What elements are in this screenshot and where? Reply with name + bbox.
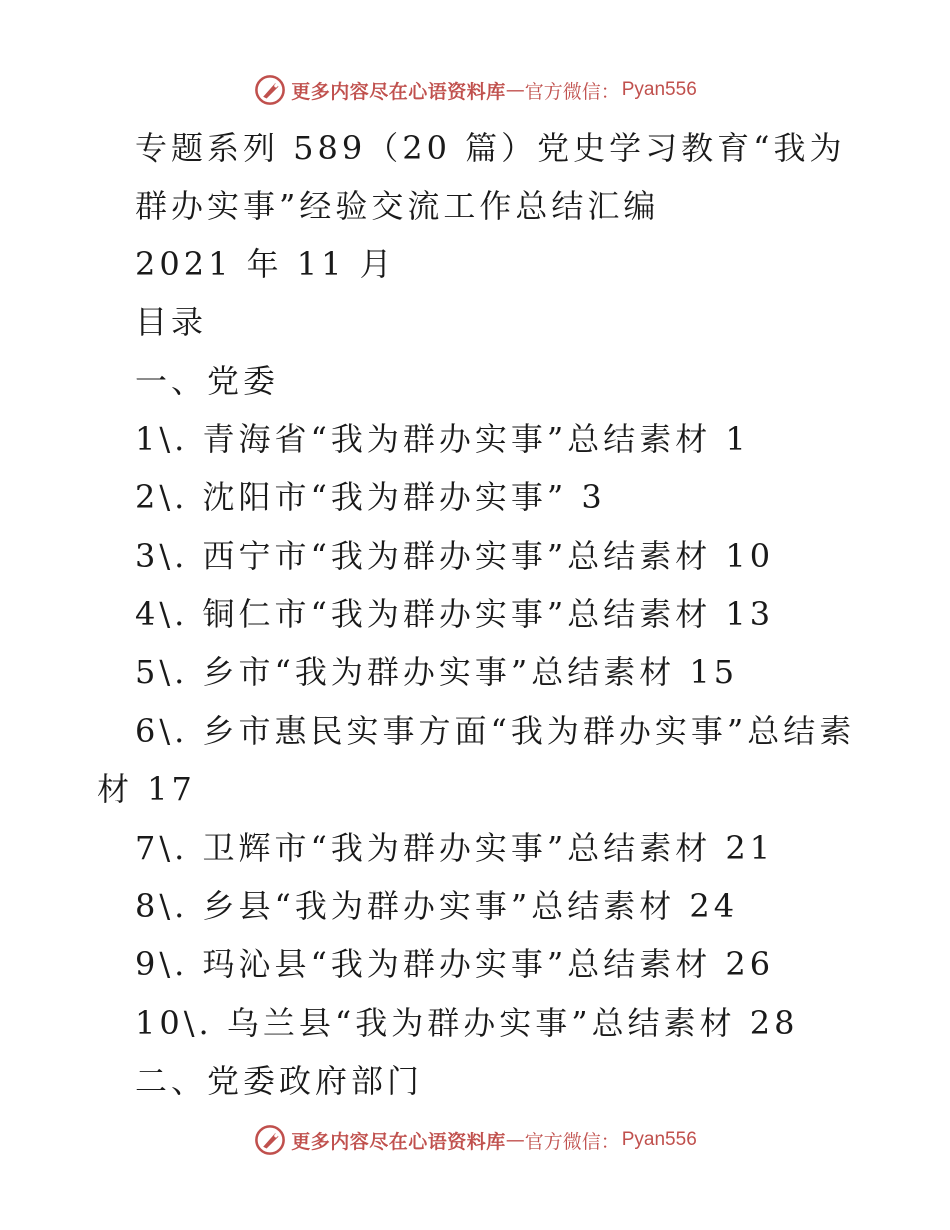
toc-item: 8\. 乡县“我为群办实事”总结素材 24	[135, 887, 739, 925]
toc-section-2: 二、党委政府部门	[135, 1062, 424, 1100]
watermark-id: Pyan556	[621, 1129, 697, 1150]
toc-item: 7\. 卫辉市“我为群办实事”总结素材 21	[135, 829, 775, 867]
toc-item: 9\. 玛沁县“我为群办实事”总结素材 26	[135, 945, 775, 983]
toc-item-continuation: 材 17	[97, 770, 196, 808]
watermark-contact: 官方微信：	[524, 1130, 620, 1153]
toc-item: 2\. 沈阳市“我为群办实事” 3	[135, 478, 606, 516]
document-title-line-2: 群办实事”经验交流工作总结汇编	[135, 187, 660, 225]
watermark-text: 更多内容尽在心语资料库	[291, 80, 506, 103]
pen-nib-logo-icon	[253, 1123, 287, 1157]
toc-item: 3\. 西宁市“我为群办实事”总结素材 10	[135, 537, 775, 575]
watermark-text: 更多内容尽在心语资料库	[291, 1130, 506, 1153]
toc-item: 4\. 铜仁市“我为群办实事”总结素材 13	[135, 595, 775, 633]
document-date: 2021 年 11 月	[135, 245, 396, 283]
pen-nib-logo-icon	[253, 73, 287, 107]
watermark-dash: —	[505, 1129, 525, 1151]
document-title-line-1: 专题系列 589（20 篇）党史学习教育“我为	[135, 129, 846, 167]
watermark-id: Pyan556	[621, 79, 697, 100]
toc-item: 1\. 青海省“我为群办实事”总结素材 1	[135, 420, 750, 458]
watermark-dash: —	[505, 79, 525, 101]
toc-item: 6\. 乡市惠民实事方面“我为群办实事”总结素	[135, 712, 856, 750]
toc-heading: 目录	[135, 303, 208, 341]
watermark-contact: 官方微信：	[524, 80, 620, 103]
toc-item: 10\. 乌兰县“我为群办实事”总结素材 28	[135, 1004, 799, 1042]
watermark-footer	[0, 1120, 950, 1160]
toc-section-1: 一、党委	[135, 362, 280, 400]
toc-item: 5\. 乡市“我为群办实事”总结素材 15	[135, 653, 739, 691]
watermark-header	[0, 70, 950, 110]
